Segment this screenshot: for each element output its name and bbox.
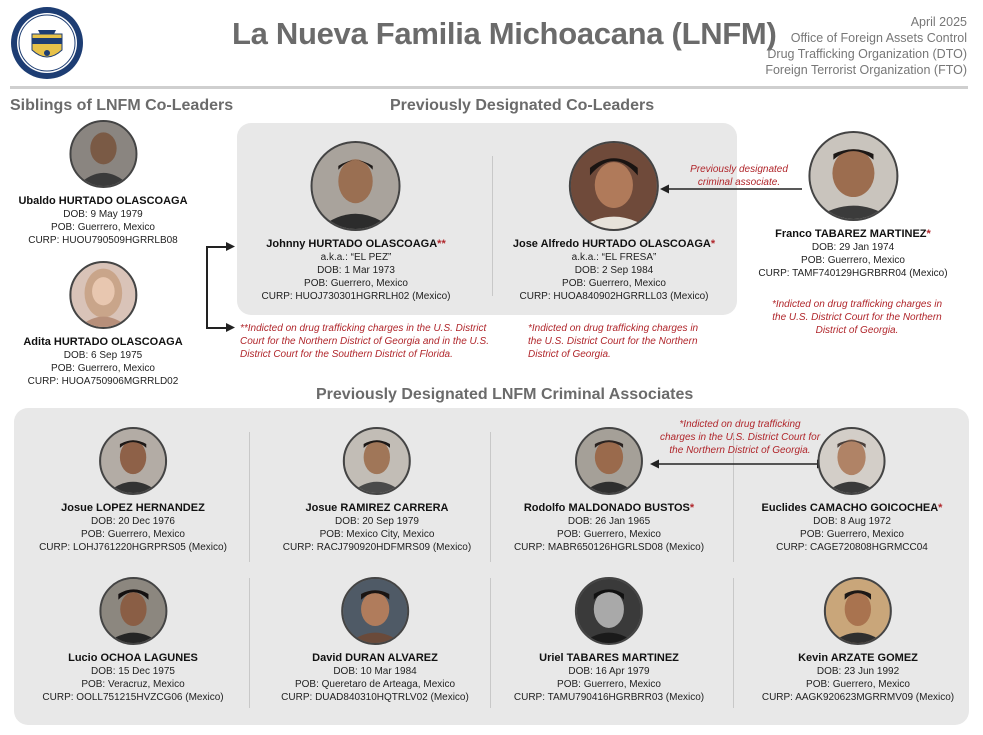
person-name [762, 501, 943, 515]
person-dob: DOB: 20 Dec 1976 [91, 516, 175, 527]
indicted-mark: * [689, 502, 695, 514]
person-name [758, 227, 947, 241]
name-text: Jose Alfredo HURTADO OLASCOAGA [512, 238, 711, 250]
portrait-photo [69, 120, 137, 188]
person-pob: POB: Queretaro de Arteaga, Mexico [294, 679, 456, 690]
date-label: April 2025 [910, 15, 967, 29]
person-name [514, 501, 704, 515]
person-dob: DOB: 2 Sep 1984 [574, 265, 654, 276]
header-meta [765, 14, 967, 78]
note-line: District of Georgia. [815, 325, 899, 336]
person-pob: POB: Guerrero, Mexico [81, 529, 185, 540]
indicted-mark: ** [437, 238, 446, 250]
portrait-photo [99, 427, 167, 495]
name-text: Franco TABAREZ MARTINEZ [775, 228, 927, 240]
person-card-kevin [762, 577, 954, 704]
person-dob: DOB: 29 Jan 1974 [811, 242, 895, 253]
note-line: the U.S. District Court for the Northern [772, 312, 942, 323]
portrait-photo [569, 141, 659, 231]
portrait-photo [808, 131, 898, 221]
person-curp: CURP: AAGK920623MGRRMV09 (Mexico) [761, 692, 955, 703]
person-curp: CURP: TAMU790416HGRBRR03 (Mexico) [513, 692, 705, 703]
indicted-mark: * [938, 502, 943, 514]
name-text: Josue LOPEZ HERNANDEZ [61, 502, 205, 514]
name-text: Euclides CAMACHO GOICOCHEA [761, 502, 939, 514]
person-pob: POB: Guerrero, Mexico [557, 679, 661, 690]
page-title: La Nueva Familia Michoacana (LNFM) [232, 16, 777, 51]
name-text: Josue RAMIREZ CARRERA [305, 502, 449, 514]
person-name [513, 237, 715, 251]
note-line: *Indicted on drug trafficking [679, 419, 801, 430]
indicted-mark: * [926, 228, 931, 240]
person-dob: DOB: 8 Aug 1972 [813, 516, 891, 527]
person-card-uriel [514, 577, 704, 704]
person-pob: POB: Guerrero, Mexico [562, 278, 666, 289]
person-name [39, 501, 227, 515]
portrait-photo [575, 577, 643, 645]
note-line: District of Georgia. [528, 349, 611, 360]
portrait-photo [311, 141, 401, 231]
person-pob: POB: Guerrero, Mexico [51, 363, 155, 374]
person-pob: POB: Guerrero, Mexico [51, 222, 155, 233]
header-divider [10, 86, 968, 89]
person-pob: POB: Guerrero, Mexico [557, 529, 661, 540]
person-pob: POB: Veracruz, Mexico [81, 679, 185, 690]
person-curp: CURP: LOHJ761220HGRPRS05 (Mexico) [39, 542, 227, 553]
indicted-mark: * [710, 238, 716, 250]
fto-label: Foreign Terrorist Organization (FTO) [765, 63, 967, 77]
portrait-photo [341, 577, 409, 645]
person-name [42, 651, 223, 665]
person-dob: DOB: 10 Mar 1984 [333, 666, 417, 677]
treasury-seal-icon [10, 6, 84, 80]
person-card-david [281, 577, 469, 704]
person-aka: a.k.a.: “EL FRESA” [571, 252, 657, 263]
note-line: Previously designated [690, 164, 788, 175]
person-name [262, 237, 451, 251]
person-dob: DOB: 6 Sep 1975 [63, 350, 143, 361]
person-name [762, 651, 954, 665]
note-line: *Indicted on drug trafficking charges in [528, 323, 699, 334]
person-card-euclides [762, 427, 943, 554]
jose-indictment-note [528, 322, 698, 361]
person-name [514, 651, 704, 665]
person-curp: CURP: TAMF740129HGRBRR04 (Mexico) [758, 268, 948, 279]
person-dob: DOB: 20 Sep 1979 [335, 516, 419, 527]
person-card-rodolfo [514, 427, 704, 554]
person-curp: CURP: HUOA840902HGRRLL03 (Mexico) [519, 291, 709, 302]
siblings-heading: Siblings of LNFM Co-Leaders [10, 97, 234, 114]
person-pob: POB: Guerrero, Mexico [304, 278, 408, 289]
name-text: Rodolfo MALDONADO BUSTOS [523, 502, 690, 514]
portrait-photo [99, 577, 167, 645]
person-dob: DOB: 23 Jun 1992 [816, 666, 900, 677]
person-aka: a.k.a.: “EL PEZ” [320, 252, 392, 263]
person-dob: DOB: 15 Dec 1975 [91, 666, 175, 677]
person-dob: DOB: 16 Apr 1979 [568, 666, 650, 677]
org-label: Office of Foreign Assets Control [790, 31, 967, 45]
johnny-indictment-note [240, 322, 489, 361]
assoc-divider-4 [249, 578, 250, 708]
person-curp: CURP: DUAD840310HQTRLV02 (Mexico) [281, 692, 469, 703]
note-line: charges in the U.S. District Court for [659, 432, 821, 443]
note-line: District Court for the Southern District of Florida. [240, 349, 453, 360]
assoc-divider-1 [249, 432, 250, 562]
assoc-divider-2 [490, 432, 491, 562]
person-pob: POB: Guerrero, Mexico [806, 679, 910, 690]
name-text: Lucio OCHOA LAGUNES [68, 652, 198, 664]
portrait-photo [343, 427, 411, 495]
person-name: Adita HURTADO OLASCOAGA [23, 336, 183, 348]
name-text: Johnny HURTADO OLASCOAGA [266, 238, 438, 250]
portrait-photo [824, 577, 892, 645]
person-curp: CURP: HUOJ730301HGRRLH02 (Mexico) [261, 291, 451, 302]
note-line: the Northern District of Georgia. [669, 445, 811, 456]
note-line: Court for the Northern District of Georgia and in the U.S. [240, 336, 489, 347]
sibling-bracket-arrows [226, 241, 236, 333]
portrait-photo [575, 427, 643, 495]
note-line: *Indicted on drug trafficking charges in [771, 299, 943, 310]
note-line: **Indicted on drug trafficking charges in the U.S. District [240, 323, 487, 334]
sibling-bracket-line [206, 246, 208, 328]
person-card-lucio [42, 577, 223, 704]
person-curp: CURP: MABR650126HGRLSD08 (Mexico) [513, 542, 705, 553]
person-name [281, 651, 469, 665]
note-line: criminal associate. [697, 177, 781, 188]
coleaders-divider [492, 156, 493, 296]
person-pob: POB: Guerrero, Mexico [800, 529, 904, 540]
person-card-josue-ramirez [283, 427, 471, 554]
person-pob: POB: Mexico City, Mexico [319, 529, 435, 540]
person-card-adita [23, 261, 182, 388]
person-card-josue-lopez [39, 427, 227, 554]
person-curp: CURP: RACJ790920HDFMRS09 (Mexico) [282, 542, 472, 553]
person-dob: DOB: 1 Mar 1973 [317, 265, 395, 276]
portrait-photo [818, 427, 886, 495]
franco-indictment-note [760, 298, 954, 337]
dto-label: Drug Trafficking Organization (DTO) [767, 47, 967, 61]
person-dob: DOB: 9 May 1979 [63, 209, 143, 220]
person-card-franco [758, 131, 947, 280]
name-text: Uriel TABARES MARTINEZ [539, 652, 679, 664]
person-card-ubaldo [18, 120, 187, 247]
coleaders-heading: Previously Designated Co-Leaders [390, 97, 655, 114]
person-pob: POB: Guerrero, Mexico [801, 255, 905, 266]
assoc-divider-6 [733, 578, 734, 708]
person-curp: CURP: OOLL751215HVZCG06 (Mexico) [42, 692, 224, 703]
portrait-photo [69, 261, 137, 329]
person-card-johnny [262, 141, 451, 303]
person-name: Ubaldo HURTADO OLASCOAGA [18, 195, 188, 207]
note-line: the U.S. District Court for the Northern [528, 336, 698, 347]
person-dob: DOB: 26 Jan 1965 [567, 516, 651, 527]
assoc-divider-5 [490, 578, 491, 708]
person-curp: CURP: CAGE720808HGRMCC04 [776, 542, 928, 553]
associates-heading: Previously Designated LNFM Criminal Associates [316, 386, 694, 403]
name-text: David DURAN ALVAREZ [312, 652, 438, 664]
person-name [283, 501, 471, 515]
person-curp: CURP: HUOU790509HGRRLB08 [28, 235, 178, 246]
name-text: Kevin ARZATE GOMEZ [798, 652, 918, 664]
person-curp: CURP: HUOA750906MGRRLD02 [27, 376, 179, 387]
person-card-jose-alfredo [513, 141, 715, 303]
